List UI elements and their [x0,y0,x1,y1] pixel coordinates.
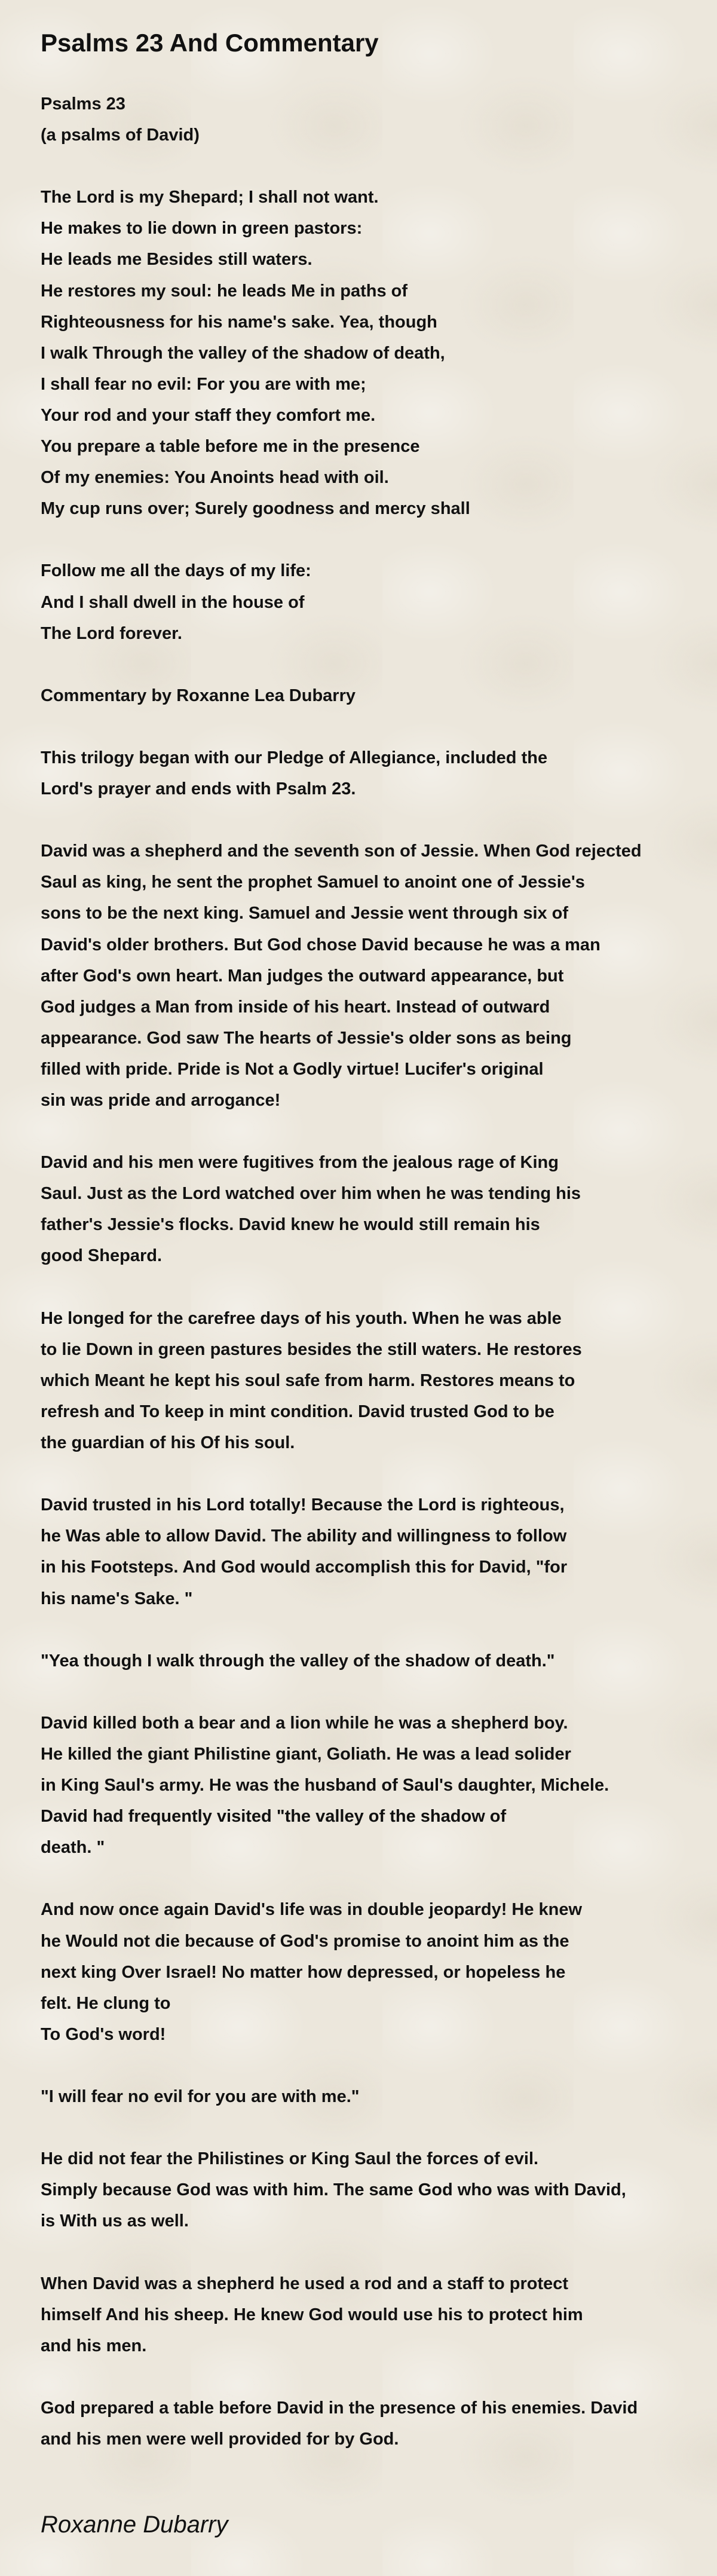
poem-line: after God's own heart. Man judges the outward appearance, but [41,966,564,986]
poem-line: in his Footsteps. And God would accomplish this for David, "for [41,1558,568,1577]
poem-line: is With us as well. [41,2211,189,2231]
poem-line: sons to be the next king. Samuel and Jessie went through six of [41,904,569,923]
poem-stanza [41,742,713,804]
poem-line: My cup runs over; Surely goodness and mercy shall [41,499,470,519]
poem-line: to lie Down in green pastures besides the still waters. He restores [41,1339,582,1359]
poem-line: appearance. God saw The hearts of Jessie's older sons as being [41,1028,572,1048]
poem-line: good Shepard. [41,1246,162,1266]
poem-line: and his men were well provided for by God. [41,2430,399,2449]
poem-line: Commentary by Roxanne Lea Dubarry [41,686,356,705]
poem-line: and his men. [41,2336,147,2355]
poem-line: You prepare a table before me in the presence [41,437,420,457]
poem-author: Roxanne Dubarry [41,2511,228,2538]
poem-line: God judges a Man from inside of his heart. Instead of outward [41,997,550,1017]
poem-line: he Was able to allow David. The ability and willingness to follow [41,1526,567,1546]
poem-line: which Meant he kept his soul safe from harm. Restores means to [41,1370,575,1390]
poem-line: David trusted in his Lord totally! Because the Lord is righteous, [41,1495,565,1515]
poem-line: He restores my soul: he leads Me in paths of [41,281,407,301]
poem-line: This trilogy began with our Pledge of Allegiance, included the [41,748,548,767]
poem-stanza [41,1303,713,1458]
poem-line: I shall fear no evil: For you are with me; [41,374,366,394]
poem-line: father's Jessie's flocks. David knew he would still remain his [41,1215,540,1235]
poem-line: David and his men were fugitives from the jealous rage of King [41,1153,559,1173]
poem-stanza [41,2268,713,2361]
poem-stanza [41,182,713,524]
poem-line: Your rod and your staff they comfort me. [41,405,376,425]
poem-stanza [41,555,713,648]
poem-line: refresh and To keep in mint condition. David trusted God to be [41,1402,554,1421]
poem-line: He makes to lie down in green pastors: [41,219,363,238]
poem-line: When David was a shepherd he used a rod and a staff to protect [41,2274,569,2293]
poem-line: He did not fear the Philistines or King Saul the forces of evil. [41,2149,539,2169]
poem-line: To God's word! [41,2024,166,2044]
poem-line: Simply because God was with him. The same God who was with David, [41,2180,626,2200]
poem-line: (a psalms of David) [41,126,200,145]
poem-line: Righteousness for his name's sake. Yea, though [41,312,437,332]
poem-line: Of my enemies: You Anoints head with oil. [41,468,389,488]
poem-line: David killed both a bear and a lion while he was a shepherd boy. [41,1713,568,1733]
poem-line: felt. He clung to [41,1993,171,2013]
poem-line: David had frequently visited "the valley of the shadow of [41,1807,507,1827]
poem-line: in King Saul's army. He was the husband of Saul's daughter, Michele. [41,1776,609,1795]
poem-title: Psalms 23 And Commentary [41,29,379,57]
poem-line: sin was pride and arrogance! [41,1091,281,1110]
poem-body [41,88,713,2486]
poem-stanza [41,836,713,1116]
poem-line: the guardian of his Of his soul. [41,1433,295,1453]
poem-stanza [41,1147,713,1271]
poem-line: David's older brothers. But God chose David because he was a man [41,935,600,954]
poem-line: The Lord forever. [41,623,182,643]
poem-stanza [41,680,713,711]
poem-line: I walk Through the valley of the shadow of death, [41,343,445,363]
poem-line: death. " [41,1838,105,1858]
poem-line: And I shall dwell in the house of [41,592,305,612]
poem-line: Saul as king, he sent the prophet Samuel to anoint one of Jessie's [41,873,585,892]
poem-stanza [41,1708,713,1863]
poem-stanza [41,88,713,151]
poem-stanza [41,1894,713,2049]
poem-line: "Yea though I walk through the valley of the shadow of death." [41,1651,555,1671]
poem-line: He killed the giant Philistine giant, Goliath. He was a lead solider [41,1744,571,1764]
poem-line: And now once again David's life was in double jeopardy! He knew [41,1900,583,1920]
poem-line: God prepared a table before David in the presence of his enemies. David [41,2398,638,2418]
poem-line: Lord's prayer and ends with Psalm 23. [41,779,356,799]
poem-line: his name's Sake. " [41,1589,193,1608]
poem-stanza [41,1645,713,1676]
poem-line: "I will fear no evil for you are with me." [41,2087,360,2106]
poem-line: he Would not die because of God's promise to anoint him as the [41,1931,569,1951]
poem-line: David was a shepherd and the seventh son of Jessie. When God rejected [41,842,642,861]
poem-line: next king Over Israel! No matter how depressed, or hopeless he [41,1962,566,1982]
poem-line: The Lord is my Shepard; I shall not want. [41,188,379,207]
poem-line: Saul. Just as the Lord watched over him when he was tending his [41,1184,581,1204]
poem-stanza [41,1489,713,1614]
poem-line: He leads me Besides still waters. [41,250,312,270]
poem-line: himself And his sheep. He knew God would use his to protect him [41,2305,583,2324]
poem-stanza [41,2393,713,2455]
poem-line: filled with pride. Pride is Not a Godly virtue! Lucifer's original [41,1059,544,1079]
poem-stanza [41,2143,713,2237]
poem-line: He longed for the carefree days of his youth. When he was able [41,1308,562,1328]
poem-line: Psalms 23 [41,94,125,114]
poem-line: Follow me all the days of my life: [41,561,311,581]
poem-stanza [41,2081,713,2112]
